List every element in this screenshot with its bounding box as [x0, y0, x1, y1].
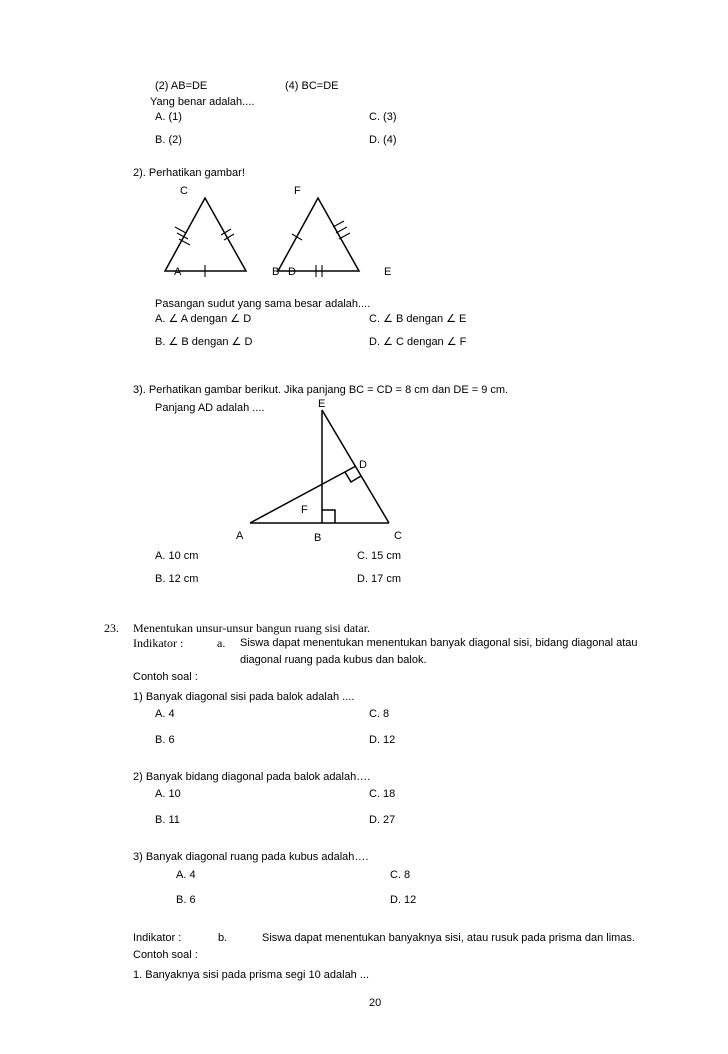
p1-option-b: B. 6 — [155, 734, 175, 746]
vertex-c-label: C — [180, 185, 188, 197]
q3-question: Panjang AD adalah .... — [155, 402, 265, 414]
q2-question: Pasangan sudut yang sama besar adalah.... — [155, 298, 371, 310]
q3-title: 3). Perhatikan gambar berikut. Jika panjang BC = CD = 8 cm dan DE = 9 cm. — [133, 384, 509, 396]
p2-option-c: C. 18 — [369, 788, 396, 800]
p3-question: 3) Banyak diagonal ruang pada kubus adalah…. — [133, 851, 369, 863]
statement-2: (2) AB=DE — [155, 80, 208, 92]
p2-option-b: B. 11 — [155, 814, 180, 826]
vertex-d-label: D — [288, 266, 296, 278]
q3-option-a: A. 10 cm — [155, 550, 199, 562]
option-c: C. (3) — [369, 111, 397, 123]
section-number: 23. — [104, 621, 119, 635]
question-text: Yang benar adalah.... — [150, 96, 255, 108]
contoh-soal-heading-2: Contoh soal : — [133, 949, 198, 961]
p2-question: 2) Banyak bidang diagonal pada balok adalah…. — [133, 771, 371, 783]
indikator-b-letter: b. — [218, 932, 228, 944]
indikator-a-line2: diagonal ruang pada kubus dan balok. — [240, 654, 427, 666]
p2-option-a: A. 10 — [155, 788, 181, 800]
indikator-b-text: Siswa dapat menentukan banyaknya sisi, atau rusuk pada prisma dan limas. — [262, 932, 635, 944]
indikator-b-label: Indikator : — [133, 932, 182, 944]
indikator-a-letter: a. — [217, 636, 226, 650]
right-angle-b — [322, 510, 335, 523]
point-f-label: F — [301, 504, 308, 516]
indikator-a-line1: Siswa dapat menentukan menentukan banyak diagonal sisi, bidang diagonal atau — [240, 637, 638, 649]
p2-option-d: D. 27 — [369, 814, 396, 826]
statement-4: (4) BC=DE — [285, 80, 339, 92]
point-e-label: E — [318, 398, 326, 410]
q2-option-c: C. ∠ B dengan ∠ E — [369, 313, 467, 325]
point-b-label: B — [314, 532, 322, 544]
q2-option-a: A. ∠ A dengan ∠ D — [155, 313, 252, 325]
p3-option-c: C. 8 — [390, 869, 411, 881]
p1-question: 1) Banyak diagonal sisi pada balok adalah .... — [133, 691, 355, 703]
q2-title: 2). Perhatikan gambar! — [133, 167, 245, 179]
point-d-label: D — [359, 459, 367, 471]
p3-option-b: B. 6 — [176, 894, 196, 906]
point-a-label: A — [236, 530, 244, 542]
b1-question: 1. Banyaknya sisi pada prisma segi 10 adalah ... — [133, 969, 370, 981]
indikator-label: Indikator : — [133, 636, 184, 650]
q3-option-c: C. 15 cm — [357, 550, 402, 562]
contoh-soal-heading: Contoh soal : — [133, 671, 198, 683]
p3-option-d: D. 12 — [390, 894, 417, 906]
p3-option-a: A. 4 — [176, 869, 196, 881]
option-a: A. (1) — [155, 111, 182, 123]
p1-option-c: C. 8 — [369, 708, 390, 720]
vertex-b-label: B — [272, 266, 280, 278]
option-d: D. (4) — [369, 134, 397, 146]
q2-option-d: D. ∠ C dengan ∠ F — [369, 336, 467, 348]
q2-option-b: B. ∠ B dengan ∠ D — [155, 336, 253, 348]
vertex-f-label: F — [294, 185, 301, 197]
q3-option-b: B. 12 cm — [155, 573, 199, 585]
page-number: 20 — [369, 997, 382, 1009]
point-c-label: C — [394, 530, 402, 542]
p1-option-a: A. 4 — [155, 708, 175, 720]
p1-option-d: D. 12 — [369, 734, 396, 746]
option-b: B. (2) — [155, 134, 182, 146]
vertex-e-label: E — [384, 266, 392, 278]
q3-option-d: D. 17 cm — [357, 573, 402, 585]
section-heading: Menentukan unsur-unsur bangun ruang sisi datar. — [133, 621, 371, 635]
vertex-a-label: A — [174, 266, 182, 278]
right-angle-d — [345, 472, 361, 482]
